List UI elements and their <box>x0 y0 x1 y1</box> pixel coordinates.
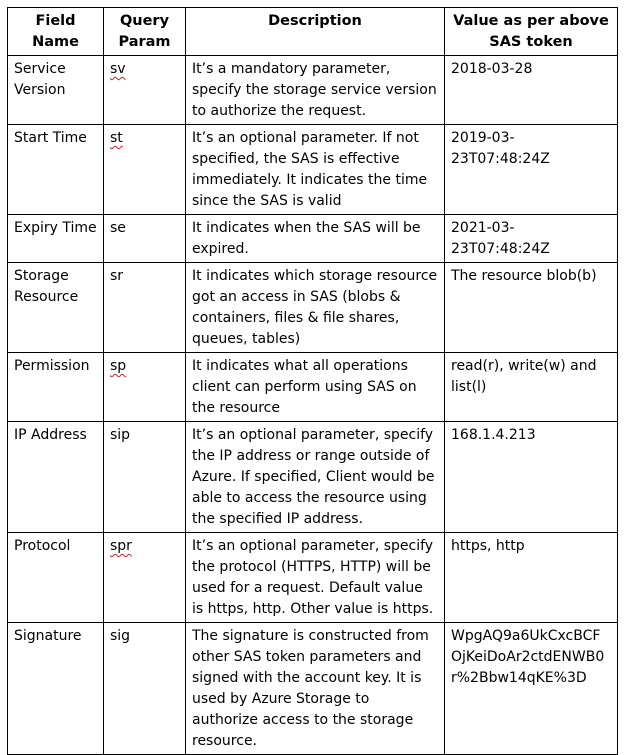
value-cell: https, http <box>445 533 618 623</box>
query-param-cell <box>104 215 186 263</box>
description-cell: It’s an optional parameter, specify the protocol (HTTPS, HTTP) will be used for a request. Default value is https, http. Other value is https. <box>186 533 445 623</box>
sas-parameters-table <box>7 7 618 755</box>
description-cell: The signature is constructed from other SAS token parameters and signed with the account key. It is used by Azure Storage to authorize access to the storage resource. <box>186 623 445 755</box>
field-name-cell: IP Address <box>8 422 104 533</box>
description-cell: It indicates when the SAS will be expired. <box>186 215 445 263</box>
description-cell: It’s a mandatory parameter, specify the storage service version to authorize the request. <box>186 56 445 125</box>
table-row <box>8 623 618 755</box>
query-param-text: st <box>110 130 123 146</box>
header-row <box>8 8 618 56</box>
field-name-cell: Start Time <box>8 125 104 215</box>
value-cell: The resource blob(b) <box>445 263 618 353</box>
query-param-cell <box>104 623 186 755</box>
header-description: Description <box>186 8 445 56</box>
query-param-text: sr <box>110 268 124 284</box>
query-param-text: se <box>110 220 126 236</box>
query-param-cell <box>104 263 186 353</box>
query-param-text: sip <box>110 427 131 443</box>
query-param-cell <box>104 56 186 125</box>
table-row <box>8 422 618 533</box>
description-cell: It’s an optional parameter. If not specified, the SAS is effective immediately. It indicates the time since the SAS is valid <box>186 125 445 215</box>
table-row <box>8 215 618 263</box>
query-param-cell <box>104 533 186 623</box>
header-query-param: Query Param <box>104 8 186 56</box>
table-row <box>8 125 618 215</box>
query-param-cell <box>104 422 186 533</box>
header-field-name: Field Name <box>8 8 104 56</box>
field-name-cell: Service Version <box>8 56 104 125</box>
value-cell: 2018-03-28 <box>445 56 618 125</box>
table-row <box>8 533 618 623</box>
field-name-cell: Expiry Time <box>8 215 104 263</box>
query-param-cell <box>104 125 186 215</box>
description-cell: It indicates what all operations client can perform using SAS on the resource <box>186 353 445 422</box>
table-row <box>8 353 618 422</box>
query-param-text: sig <box>110 628 131 644</box>
value-cell: read(r), write(w) and list(l) <box>445 353 618 422</box>
field-name-cell: Signature <box>8 623 104 755</box>
query-param-text: spr <box>110 538 132 554</box>
value-cell: 2019-03-23T07:48:24Z <box>445 125 618 215</box>
query-param-cell <box>104 353 186 422</box>
field-name-cell: Storage Resource <box>8 263 104 353</box>
header-value: Value as per above SAS token <box>445 8 618 56</box>
query-param-text: sv <box>110 61 126 77</box>
query-param-text: sp <box>110 358 127 374</box>
table-row <box>8 263 618 353</box>
value-cell: WpgAQ9a6UkCxcBCFOjKeiDoAr2ctdENWB0r%2Bbw14qKE%3D <box>445 623 618 755</box>
description-cell: It indicates which storage resource got an access in SAS (blobs & containers, files & file shares, queues, tables) <box>186 263 445 353</box>
table-row <box>8 56 618 125</box>
value-cell: 168.1.4.213 <box>445 422 618 533</box>
field-name-cell: Protocol <box>8 533 104 623</box>
field-name-cell: Permission <box>8 353 104 422</box>
value-cell: 2021-03-23T07:48:24Z <box>445 215 618 263</box>
description-cell: It’s an optional parameter, specify the IP address or range outside of Azure. If specified, Client would be able to access the resource using the specified IP address. <box>186 422 445 533</box>
